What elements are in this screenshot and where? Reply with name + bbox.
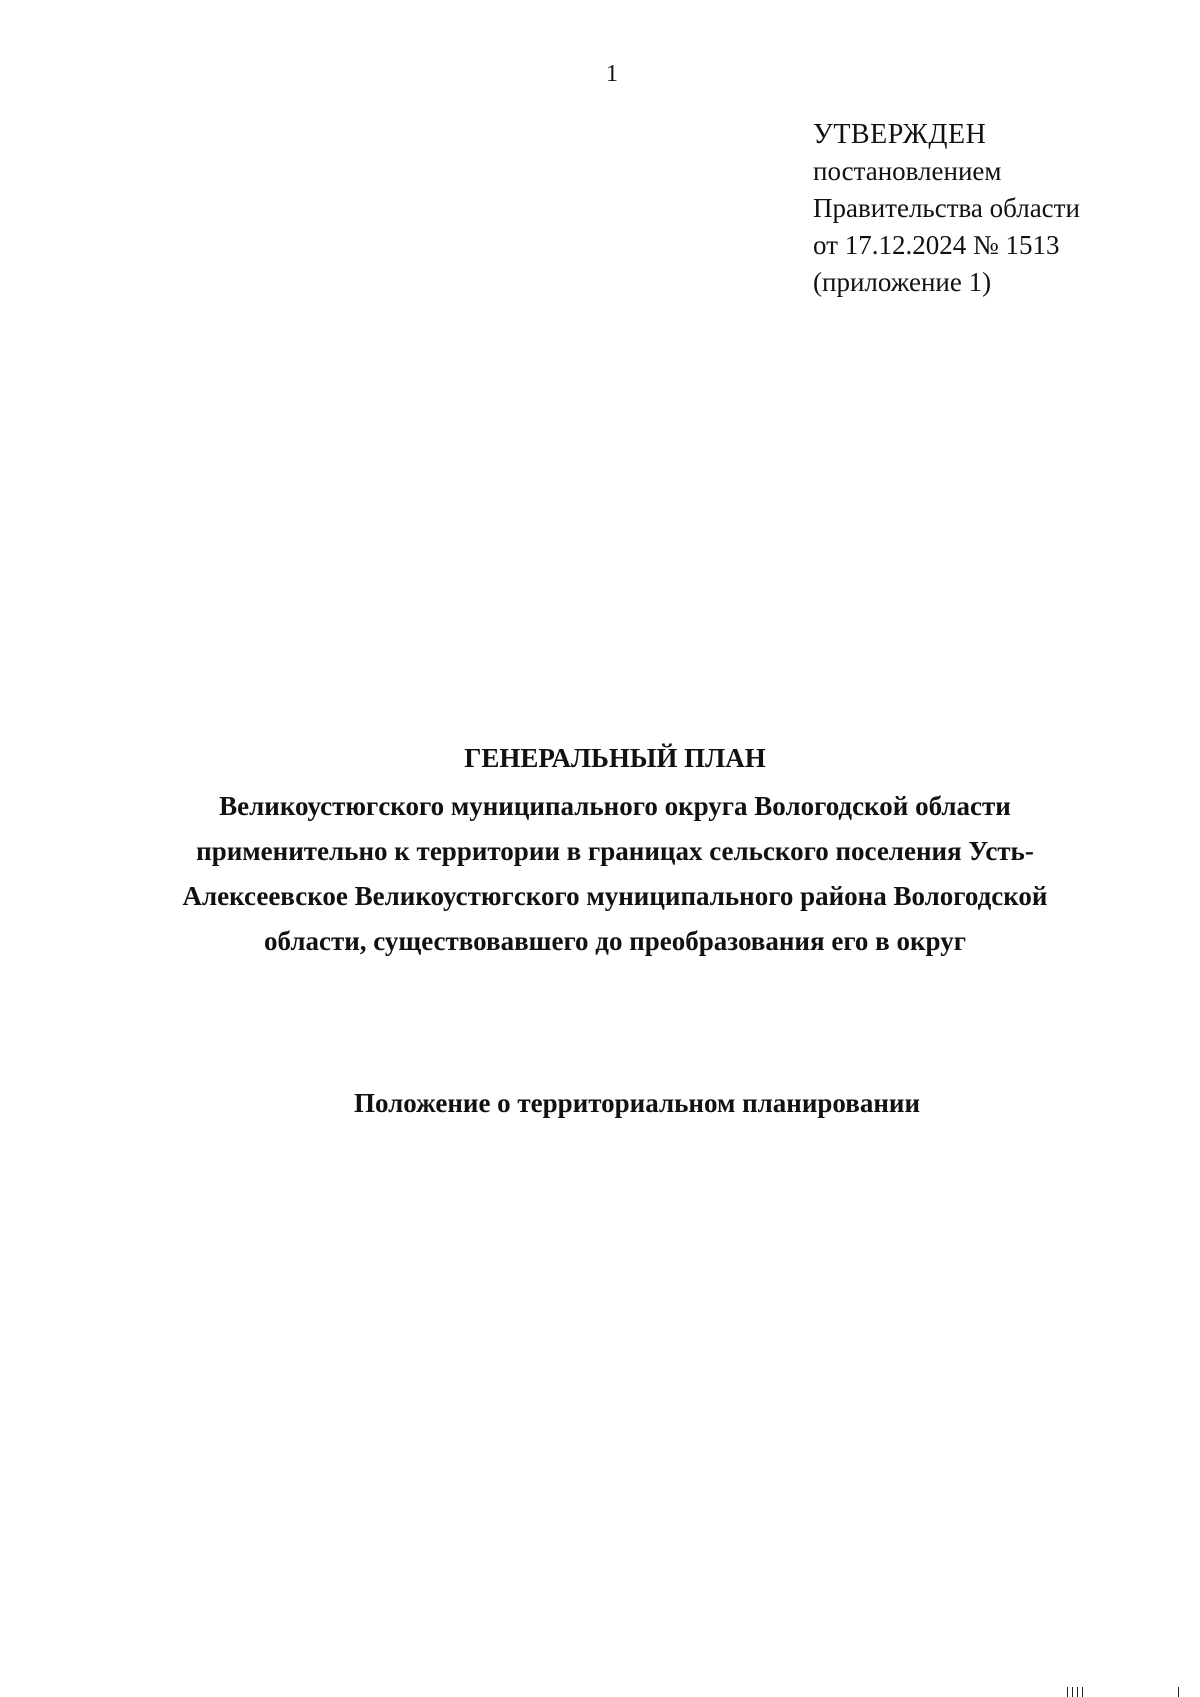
- subtitle-line-2: применительно к территории в границах сельского поселения Усть-: [196, 836, 1034, 866]
- approval-line-appendix: (приложение 1): [813, 267, 992, 297]
- subtitle-line-4: области, существовавшего до преобразования его в округ: [264, 926, 966, 956]
- page-number: 1: [606, 61, 618, 87]
- document-heading: ГЕНЕРАЛЬНЫЙ ПЛАН: [464, 743, 766, 773]
- scan-artifact: [1082, 1687, 1083, 1697]
- approval-line-approved: УТВЕРЖДЕН: [813, 119, 987, 150]
- subtitle-line-3: Алексеевское Великоустюгского муниципального района Вологодской: [182, 881, 1048, 911]
- approval-stamp-block: [813, 116, 1173, 301]
- approval-line-date-number: от 17.12.2024 № 1513: [813, 230, 1060, 260]
- scan-artifact: [1067, 1687, 1068, 1697]
- approval-line-resolution: постановлением: [813, 156, 1002, 186]
- scan-artifact: [1077, 1687, 1078, 1697]
- scan-artifact: [1072, 1687, 1073, 1697]
- section-title: Положение о территориальном планировании: [354, 1088, 920, 1118]
- approval-line-government: Правительства области: [813, 193, 1080, 223]
- document-subtitle: [150, 784, 1080, 964]
- scan-artifact: [1178, 1687, 1179, 1697]
- subtitle-line-1: Великоустюгского муниципального округа Вологодской области: [219, 791, 1011, 821]
- document-title-block: [150, 740, 1080, 964]
